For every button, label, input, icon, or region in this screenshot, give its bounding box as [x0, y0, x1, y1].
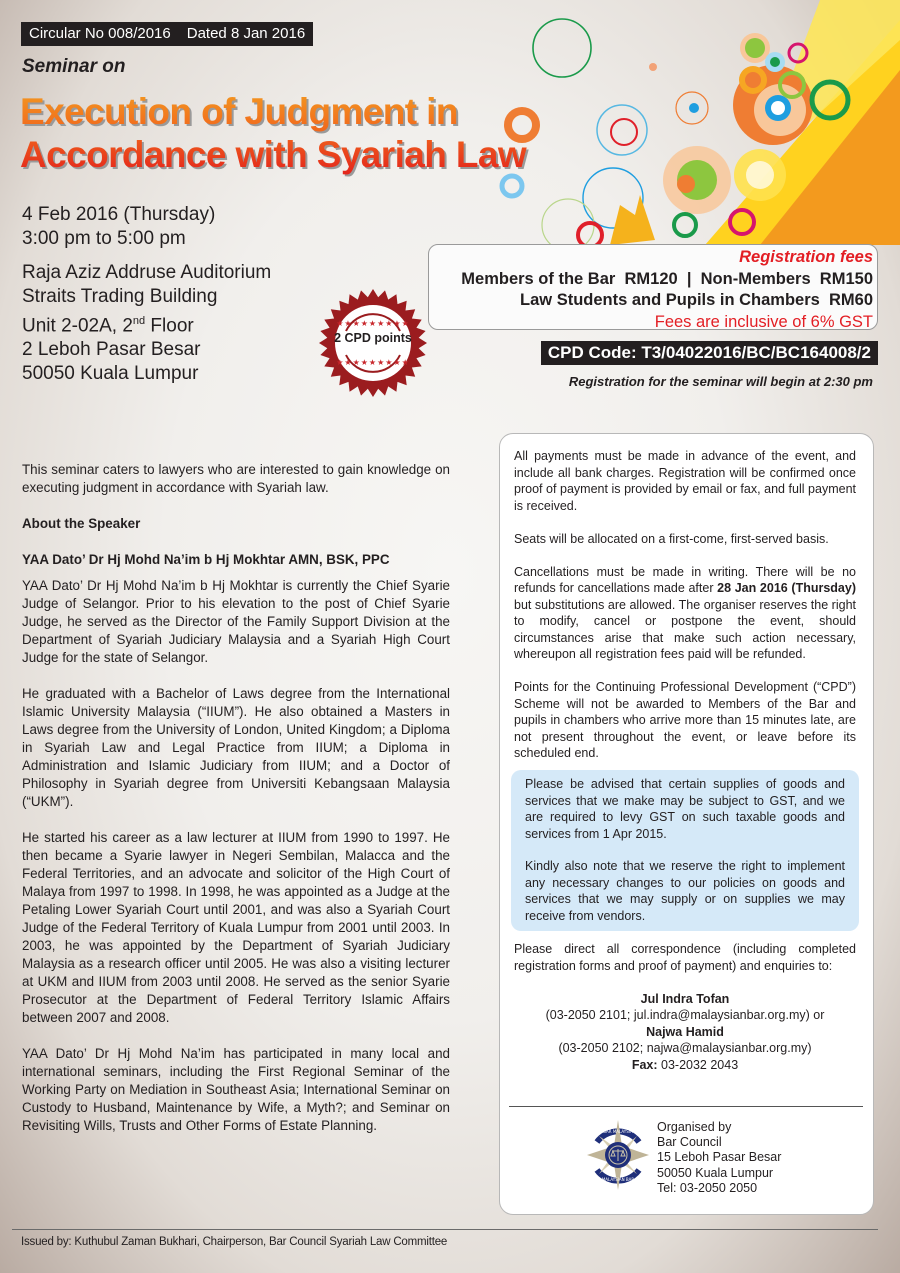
- issued-by: Issued by: Kuthubul Zaman Bukhari, Chairperson, Bar Council Syariah Law Committee: [21, 1236, 448, 1248]
- speaker-section: [22, 461, 450, 1153]
- venue-line: [22, 309, 271, 338]
- fees-members: Members of the Bar RM120 | Non-Members RM150: [461, 269, 873, 288]
- cpd-points-label: 2 CPD points: [334, 331, 412, 345]
- fax-label: Fax:: [631, 1057, 658, 1072]
- venue-floor: Floor: [145, 315, 194, 337]
- contact-details[interactable]: (03-2050 2101; jul.indra@malaysianbar.org.my) or: [545, 1008, 825, 1022]
- venue-line: Raja Aziz Addruse Auditorium: [22, 262, 272, 283]
- venue-floor-suffix: nd: [132, 315, 146, 327]
- logo-text-top: BAR MALAYSIA: [603, 1129, 633, 1134]
- seminar-title-line1: Execution of Judgment in: [20, 91, 458, 132]
- speaker-bio-paragraph: He started his career as a law lecturer at IIUM from 1990 to 1997. He then became a Syarie lawyer in Negeri Sembilan, Malacca and the Federal Territories, and an advocate and solicitor of the High Court of Malaya from 1997 to 1998. In 1998, he was appointed as a Judge at the Petaling Lower Syariah Court until 2001, and was also a Syariah Court Judge of the Federal Territory of Kuala Lumpur from 2001 until 2003. In 2003, he was appointed by the Department of Syariah Judiciary Malaysia as a research officer until 2005. He was also a visiting lecturer at UKM and IIUM from 2003 until 2008. He served as the senior Syarie Prosecutor at the Department of Federal Territory Islamic Affairs between 2007 and 2008.: [22, 830, 450, 1025]
- about-speaker-heading: About the Speaker: [22, 516, 141, 531]
- seminar-intro: This seminar caters to lawyers who are interested to gain knowledge on executing judgment in accordance with Syariah law.: [22, 462, 450, 495]
- event-date: 4 Feb 2016 (Thursday): [22, 204, 216, 225]
- payment-terms: All payments must be made in advance of the event, and include all bank charges. Registration will be confirmed once proof of payment is provided by email or fax, and full payment is received.: [514, 449, 856, 513]
- seminar-title-line2: Accordance with Syariah Law: [20, 134, 527, 175]
- organiser-line: 50050 Kuala Lumpur: [657, 1165, 774, 1180]
- circular-date: Dated 8 Jan 2016: [186, 25, 306, 42]
- cpd-code-banner: CPD Code: T3/04022016/BC/BC164008/2: [541, 341, 878, 365]
- seminar-title: [20, 90, 540, 176]
- fees-heading: Registration fees: [739, 248, 873, 266]
- footer-divider: [12, 1229, 878, 1230]
- event-time: 3:00 pm to 5:00 pm: [22, 228, 186, 249]
- organiser-line: 15 Leboh Pasar Besar: [657, 1150, 782, 1165]
- speaker-bio-paragraph: YAA Dato’ Dr Hj Mohd Na’im has participated in many local and international seminars, including the First Regional Seminar of the Working Party on Mediation in Southeast Asia; International Seminar on Custody to Husband, Maintenance by Wife, a Myth?; and Seminar on Revisiting Wills, Trusts and Other Forms of Estate Planning.: [22, 1046, 450, 1133]
- circular-banner: [21, 22, 313, 46]
- registration-start-note: Registration for the seminar will begin at 2:30 pm: [568, 374, 873, 389]
- registration-fees-box: [428, 244, 878, 330]
- contact-name: Najwa Hamid: [646, 1024, 724, 1039]
- fees-students: Law Students and Pupils in Chambers RM60: [520, 291, 873, 309]
- speaker-bio-paragraph: YAA Dato’ Dr Hj Mohd Na’im b Hj Mokhtar is currently the Chief Syarie Judge of Selangor. Prior to his elevation to the post of Chief Syarie Judge, he served as the Director of the Family Support Division at the Department of Syariah Judiciary Malaysia and a Syariah High Court Judge for the state of Selangor.: [22, 578, 450, 665]
- venue-line: 50050 Kuala Lumpur: [22, 363, 199, 385]
- seating-terms: Seats will be allocated on a first-come, first-served basis.: [514, 531, 829, 546]
- event-venue: [22, 261, 271, 386]
- contact-details[interactable]: (03-2050 2102; najwa@malaysianbar.org.my): [558, 1041, 812, 1055]
- svg-text:★★★★★★★★★: ★★★★★★★★★: [336, 319, 410, 328]
- panel-divider: [509, 1106, 863, 1107]
- event-datetime: [22, 203, 215, 251]
- contact-name: Jul Indra Tofan: [640, 991, 730, 1006]
- seminar-on-label: Seminar on: [22, 56, 126, 77]
- correspondence-text: Please direct all correspondence (including completed registration forms and proof of payment) and enquiries to:: [514, 942, 856, 973]
- cpd-terms: Points for the Continuing Professional Development (“CPD”) Scheme will not be awarded to Members of the Bar and pupils in chambers who arrive more than 15 minutes late, are not present throughout the event, or leave before its scheduled end.: [514, 680, 856, 760]
- speaker-name: YAA Dato’ Dr Hj Mohd Na’im b Hj Mokhtar AMN, BSK, PPC: [22, 552, 390, 567]
- svg-text:★★★★★★★★★: ★★★★★★★★★: [336, 358, 410, 367]
- gst-policy-notice: Kindly also note that we reserve the right to implement any necessary changes to our policies on goods and services that we may supply or on supplies we may receive from vendors.: [525, 859, 845, 923]
- cancellation-text-rest: but substitutions are allowed. The organiser reserves the right to modify, cancel or postpone the event, should circumstances arise that make such action necessary, whereupon all registration fees paid will be refunded.: [514, 597, 856, 661]
- contact-block: [514, 991, 856, 1074]
- organiser-info: [657, 1120, 781, 1196]
- organiser-line: Organised by: [657, 1120, 732, 1134]
- decorative-circles-artwork: [490, 0, 900, 245]
- cancellation-text: Cancellations must be made in writing. There will be no refunds for cancellations made after: [514, 564, 856, 595]
- organiser-phone: Tel: 03-2050 2050: [657, 1180, 758, 1195]
- cancellation-terms: [514, 564, 856, 663]
- fees-gst-note: Fees are inclusive of 6% GST: [654, 312, 873, 331]
- gst-notice: Please be advised that certain supplies of goods and services that we make may be subject to GST, and we are required to levy GST on such taxable goods and services from 1 Apr 2015.: [525, 777, 845, 841]
- fax-line: [514, 1057, 856, 1074]
- organiser-name: Bar Council: [657, 1135, 722, 1150]
- bar-council-logo-icon: [585, 1118, 651, 1192]
- circular-number: Circular No 008/2016: [29, 25, 171, 42]
- speaker-bio-paragraph: He graduated with a Bachelor of Laws degree from the International Islamic University Malaysia (“IIUM”). He also obtained a Masters in Laws degree from the University of London, United Kingdom; a Diploma in Syariah Law and Legal Practice from IIUM; a Diploma in Administration and Islamic Judiciary from IIUM; and a Doctor of Philosophy in Syariah degree from Universiti Kebangsaan Malaysia (“UKM”).: [22, 686, 450, 809]
- venue-line: Straits Trading Building: [22, 286, 218, 307]
- cancellation-deadline: 28 Jan 2016 (Thursday): [717, 581, 856, 595]
- terms-text: [514, 448, 856, 1073]
- venue-line: 2 Leboh Pasar Besar: [22, 339, 201, 361]
- venue-unit: Unit 2-02A, 2: [22, 315, 133, 337]
- fax-number: 03-2032 2043: [657, 1057, 739, 1072]
- gst-notice-box: [511, 770, 859, 931]
- logo-text-bottom: MALAYSIAN BAR: [601, 1177, 635, 1182]
